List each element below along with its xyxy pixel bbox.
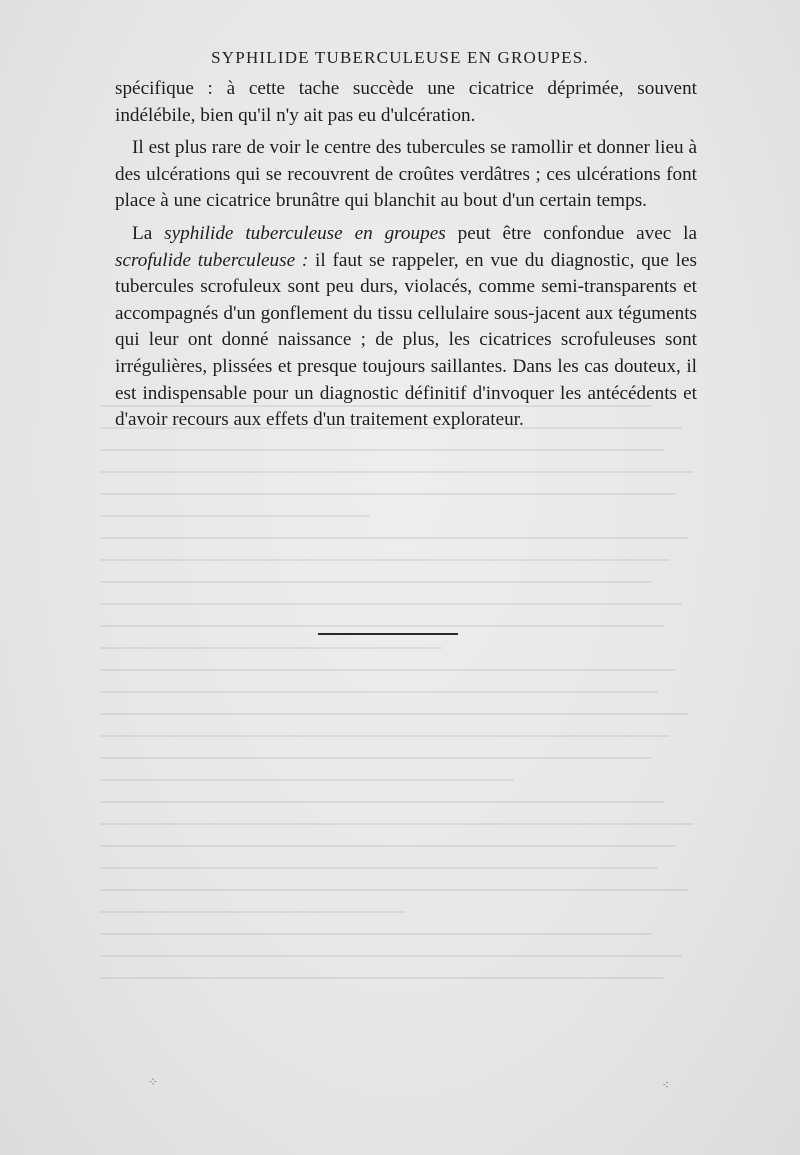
paragraph bbox=[115, 76, 697, 129]
show-through-line bbox=[100, 515, 370, 517]
show-through-line bbox=[100, 537, 688, 539]
running-head: SYPHILIDE TUBERCULEUSE EN GROUPES. bbox=[211, 48, 589, 67]
show-through-line bbox=[100, 867, 658, 869]
show-through-line bbox=[100, 845, 676, 847]
show-through-line bbox=[100, 779, 514, 781]
show-through-line bbox=[100, 911, 406, 913]
show-through-line bbox=[100, 603, 682, 605]
text-run: spécifique : à cette tache succède une cicatrice déprimée, souvent indélébile, bien qu'il n'y ait pas eu d'ulcération. bbox=[115, 78, 697, 126]
show-through-line bbox=[100, 669, 676, 671]
show-through-text bbox=[100, 405, 700, 1065]
show-through-line bbox=[100, 977, 664, 979]
show-through-line bbox=[100, 471, 694, 473]
show-through-line bbox=[100, 691, 658, 693]
show-through-line bbox=[100, 449, 664, 451]
show-through-line bbox=[100, 889, 688, 891]
show-through-line bbox=[100, 823, 694, 825]
text-run: il faut se rappeler, en vue du diagnostic, que les tubercules scrofuleux sont peu durs, violacés, comme semi-transparents et accompagnés d'un gonflement du tissu cellulaire sous-jacent aux téguments qui leur ont donné naissance ; de plus, les cicatrices scrofuleuses sont irrégulières, plissées et presque toujours saillantes. Dans les cas douteux, il est indispensable pour un diagnostic définitif d'invoquer les antécédents et d'avoir recours aux effets d'un traitement explorateur. bbox=[115, 249, 697, 431]
italic-term: scrofulide tuberculeuse : bbox=[115, 249, 309, 271]
show-through-line bbox=[100, 801, 664, 803]
paragraph bbox=[115, 135, 697, 215]
body-text bbox=[115, 76, 697, 440]
text-run: La bbox=[132, 222, 165, 244]
show-through-line bbox=[100, 757, 652, 759]
paragraph bbox=[115, 221, 697, 434]
show-through-line bbox=[100, 647, 442, 649]
show-through-line bbox=[100, 735, 670, 737]
show-through-line bbox=[100, 713, 688, 715]
ink-speck: ⁖ bbox=[662, 1078, 670, 1092]
show-through-line bbox=[100, 493, 676, 495]
show-through-line bbox=[100, 933, 652, 935]
ink-speck: ⁘ bbox=[148, 1075, 159, 1089]
show-through-line bbox=[100, 625, 664, 627]
show-through-line bbox=[100, 955, 682, 957]
section-end-rule bbox=[318, 633, 458, 635]
text-run: Il est plus rare de voir le centre des tubercules se ramollir et donner lieu à des ulcérations qui se recouvrent de croûtes verdâtres ; ces ulcérations font place à une cicatrice brunâtre qui blanchit au bout d'un certain temps. bbox=[115, 137, 697, 212]
show-through-line bbox=[100, 559, 670, 561]
show-through-line bbox=[100, 581, 652, 583]
italic-term: syphilide tuberculeuse en groupes bbox=[164, 222, 446, 244]
text-run: peut être confondue avec la bbox=[445, 222, 697, 244]
